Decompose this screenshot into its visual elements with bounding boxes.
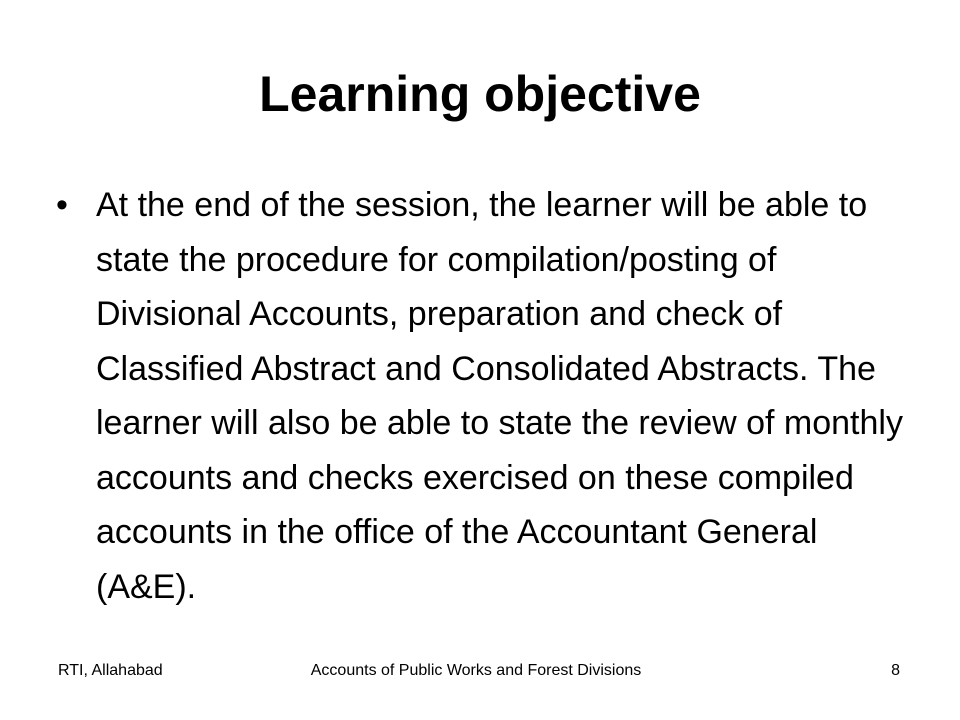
bullet-item	[52, 178, 912, 614]
bullet-icon: •	[56, 186, 68, 224]
bullet-text: At the end of the session, the learner will be able to state the procedure for compilation/posting of Divisional Accounts, preparation and check of Classified Abstract and Consolidated Abstracts. The learner will also be able to state the review of monthly accounts and checks exercised on these compiled accounts in the office of the Accountant General (A&E).	[96, 186, 903, 606]
footer-source: RTI, Allahabad	[58, 662, 163, 679]
footer-title: Accounts of Public Works and Forest Divisions	[310, 662, 642, 679]
page-number: 8	[891, 662, 900, 679]
slide-title: Learning objective	[259, 66, 701, 122]
slide-body	[52, 178, 912, 614]
